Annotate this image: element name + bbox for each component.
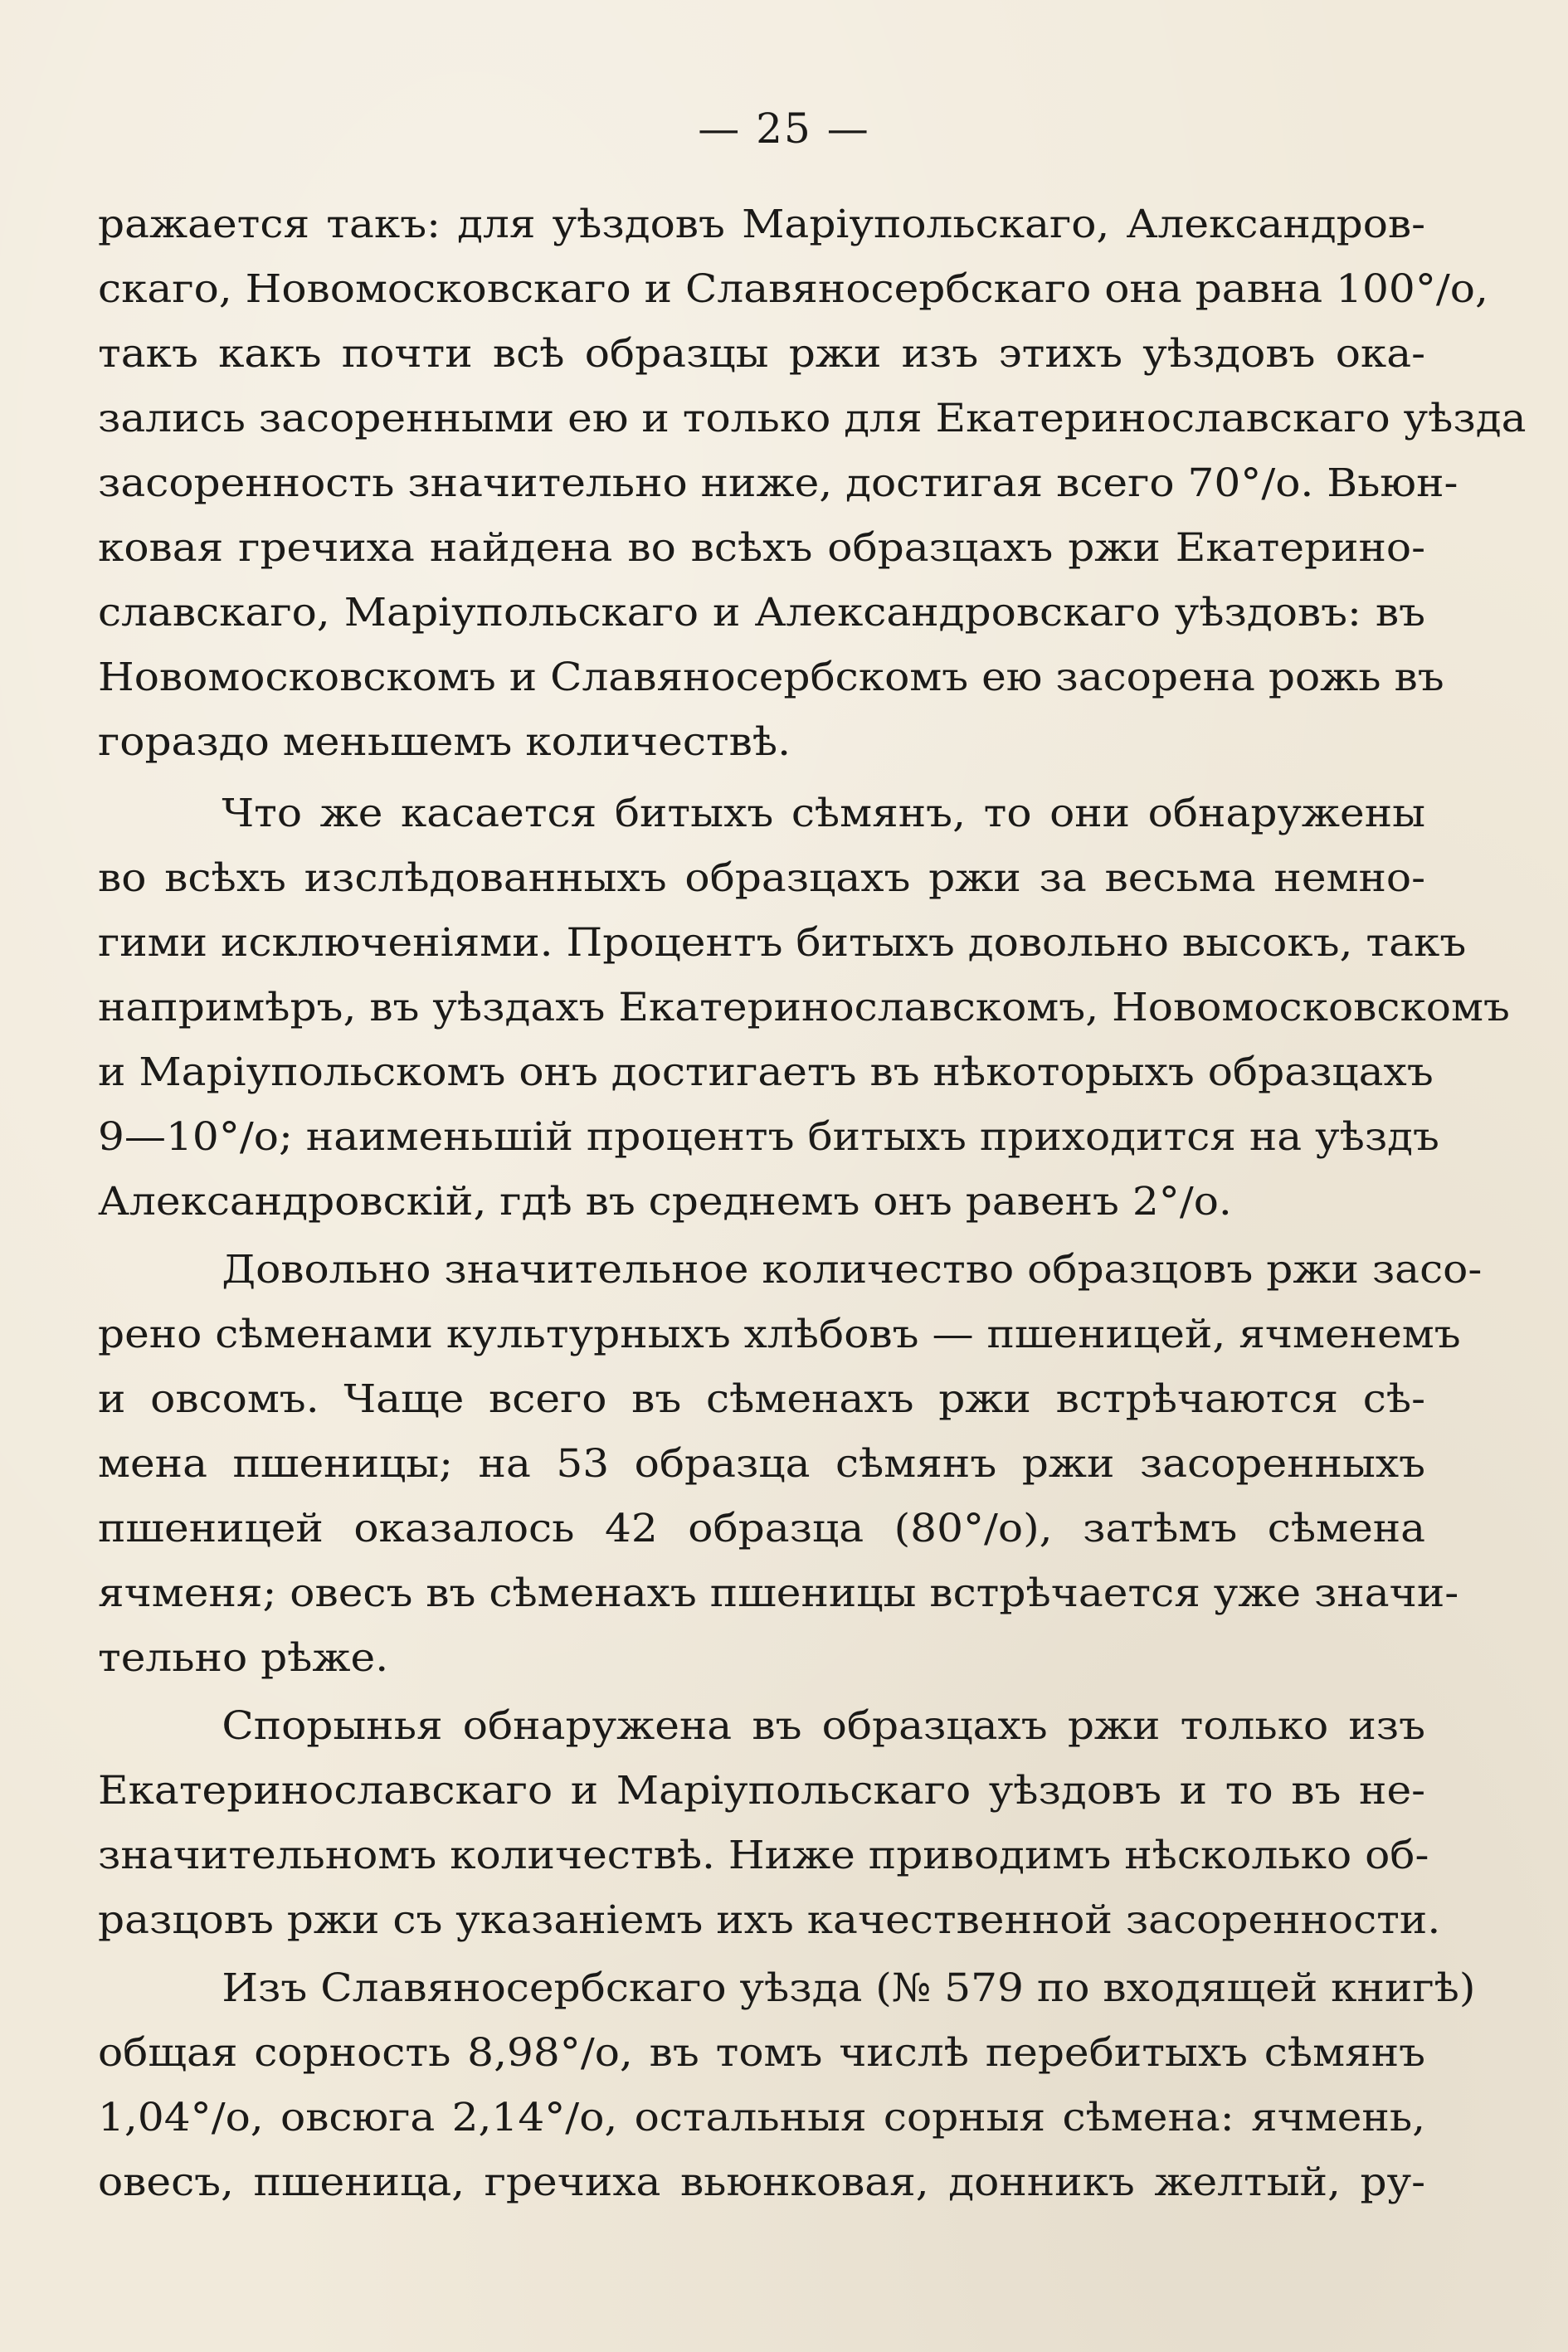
page-number: — 25 —	[698, 105, 870, 153]
text-line: гораздо меньшемъ количествѣ.	[98, 719, 791, 765]
text-line: засоренность значительно ниже, достигая всего 70°/о. Вьюн-	[98, 460, 1458, 506]
text-line: значительномъ количествѣ. Ниже приводимъ нѣсколько об-	[98, 1833, 1429, 1878]
text-line: общая сорность 8,98°/о, въ томъ числѣ перебитыхъ сѣмянъ	[98, 2030, 1426, 2076]
text-line: Что же касается битыхъ сѣмянъ, то они обнаружены	[222, 791, 1426, 836]
text-line: и Маріупольскомъ онъ достигаетъ въ нѣкоторыхъ образцахъ	[98, 1049, 1434, 1095]
text-line: пшеницей оказалось 42 образца (80°/о), затѣмъ сѣмена	[98, 1506, 1426, 1551]
text-line: зались засоренными ею и только для Екатеринославскаго уѣзда	[98, 396, 1527, 441]
text-line: гими исключеніями. Процентъ битыхъ довольно высокъ, такъ	[98, 920, 1467, 966]
text-line: и овсомъ. Чаще всего въ сѣменахъ ржи встрѣчаются сѣ-	[98, 1376, 1426, 1422]
text-line: разцовъ ржи съ указаніемъ ихъ качественной засоренности.	[98, 1897, 1441, 1943]
text-line: напримѣръ, въ уѣздахъ Екатеринославскомъ, Новомосковскомъ	[98, 985, 1510, 1030]
text-line: Довольно значительное количество образцовъ ржи засо-	[222, 1247, 1483, 1293]
paragraph-5	[98, 1956, 1476, 2215]
text-line: ковая гречиха найдена во всѣхъ образцахъ ржи Екатерино-	[98, 525, 1426, 571]
text-line: скаго, Новомосковскаго и Славяносербскаго она равна 100°/о,	[98, 266, 1488, 312]
text-line: рено сѣменами культурныхъ хлѣбовъ — пшеницей, ячменемъ	[98, 1312, 1461, 1357]
text-line: ражается такъ: для уѣздовъ Маріупольскаго, Александров-	[98, 202, 1426, 247]
text-line: Александровскій, гдѣ въ среднемъ онъ равенъ 2°/о.	[98, 1179, 1232, 1225]
paragraph-3	[98, 1238, 1483, 1691]
text-line: Екатеринославскаго и Маріупольскаго уѣздовъ и то въ не-	[98, 1768, 1426, 1814]
text-line: такъ какъ почти всѣ образцы ржи изъ этихъ уѣздовъ ока-	[98, 331, 1426, 377]
text-line: славскаго, Маріупольскаго и Александровскаго уѣздовъ: въ	[98, 590, 1426, 635]
text-line: Изъ Славяносербскаго уѣзда (№ 579 по входящей книгѣ)	[222, 1965, 1476, 2011]
text-line: ячменя; овесъ въ сѣменахъ пшеницы встрѣчается уже значи-	[98, 1570, 1459, 1616]
paragraph-4	[98, 1694, 1441, 1953]
text-line: тельно рѣже.	[98, 1635, 389, 1681]
paragraph-2	[98, 782, 1510, 1234]
text-line: 9—10°/о; наименьшій процентъ битыхъ приходится на уѣздъ	[98, 1114, 1439, 1160]
text-line: мена пшеницы; на 53 образца сѣмянъ ржи засоренныхъ	[98, 1441, 1426, 1487]
text-line: Новомосковскомъ и Славяносербскомъ ею засорена рожь въ	[98, 655, 1444, 700]
text-line: 1,04°/о, овсюга 2,14°/о, остальныя сорныя сѣмена: ячмень,	[98, 2095, 1426, 2140]
paragraph-1	[98, 192, 1527, 775]
body-text	[98, 192, 1527, 2215]
text-line: овесъ, пшеница, гречиха вьюнковая, донникъ желтый, ру-	[98, 2160, 1426, 2205]
text-line: Спорынья обнаружена въ образцахъ ржи только изъ	[222, 1703, 1426, 1749]
text-line: во всѣхъ изслѣдованныхъ образцахъ ржи за весьма немно-	[98, 855, 1426, 901]
